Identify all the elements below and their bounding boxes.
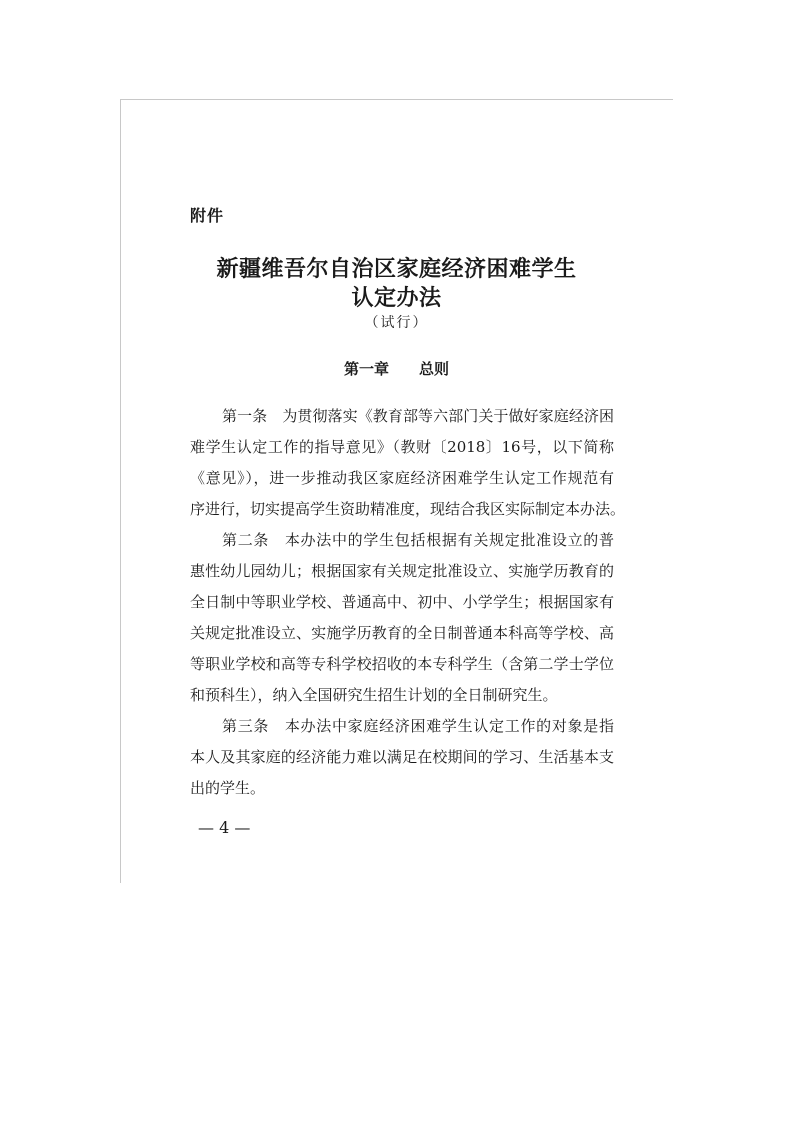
page-frame-top-border — [120, 99, 673, 100]
article-1-line-1: 第一条 为贯彻落实《教育部等六部门关于做好家庭经济困 — [222, 407, 614, 425]
chapter-number: 第一章 — [343, 360, 389, 378]
document-title-line-1: 新疆维吾尔自治区家庭经济困难学生 — [216, 257, 577, 282]
attachment-label: 附件 — [190, 206, 225, 225]
page-number: — 4 — — [198, 818, 251, 837]
article-1-line-2: 难学生认定工作的指导意见》（教财〔2018〕16号，以下简称 — [190, 438, 614, 456]
article-1-line-4: 序进行，切实提高学生资助精准度，现结合我区实际制定本办法。 — [190, 500, 626, 518]
article-2-line-4: 关规定批准设立、实施学历教育的全日制普通本科高等学校、高 — [190, 624, 614, 642]
article-2-line-2: 惠性幼儿园幼儿；根据国家有关规定批准设立、实施学历教育的 — [190, 562, 614, 580]
page-frame-left-border — [120, 99, 121, 883]
article-2-line-5: 等职业学校和高等专科学校招收的本专科学生（含第二学士学位 — [190, 655, 614, 673]
article-2-line-6: 和预科生），纳入全国研究生招生计划的全日制研究生。 — [190, 686, 558, 704]
article-2-line-1: 第二条 本办法中的学生包括根据有关规定批准设立的普 — [222, 531, 614, 549]
document-title-line-2: 认定办法 — [351, 286, 442, 311]
chapter-heading — [120, 358, 673, 379]
article-3-line-2: 本人及其家庭的经济能力难以满足在校期间的学习、生活基本支 — [190, 748, 614, 766]
article-3-line-1: 第三条 本办法中家庭经济困难学生认定工作的对象是指 — [222, 717, 614, 735]
article-3-line-3: 出的学生。 — [190, 779, 266, 797]
article-2-line-3: 全日制中等职业学校、普通高中、初中、小学学生；根据国家有 — [190, 593, 614, 611]
chapter-name: 总则 — [419, 360, 450, 378]
document-subtitle: （试行） — [364, 315, 429, 331]
article-1-line-3: 《意见》），进一步推动我区家庭经济困难学生认定工作规范有 — [190, 469, 614, 487]
